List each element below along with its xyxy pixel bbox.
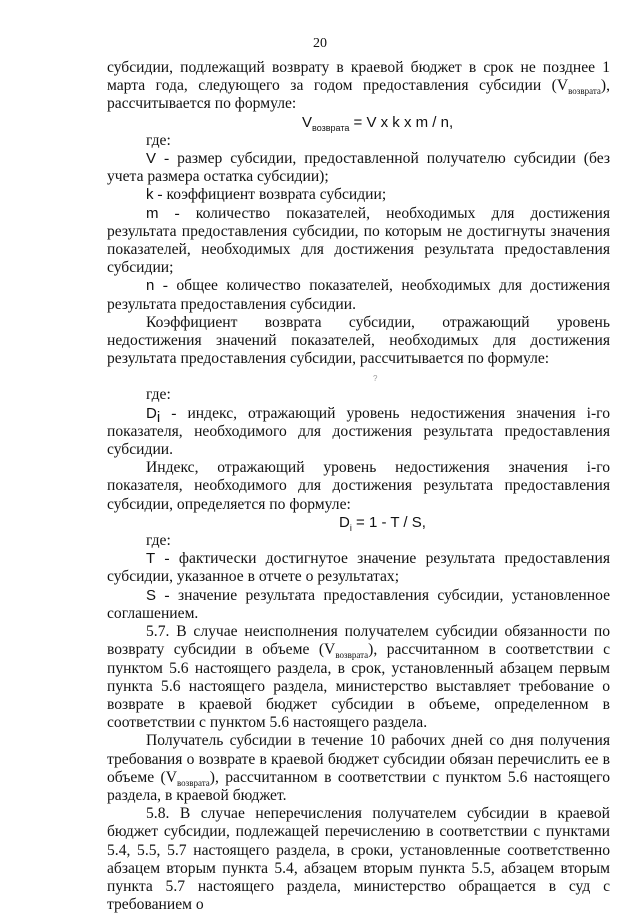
formula-return-volume: $V_{возврата} = V$ x k x m / n, — [302, 113, 454, 133]
paragraph-5-8: 5.8. В случае неперечисления получателем субсидии в краевой бюджет субсидии, подлежащей перечислению в соответствии с пунктами 5.4, 5.5, 5.7 настоящего раздела, в сроки, установленные соответственно абзацем вторым пункта 5.4, абзацем вторым пункта 5.5, абзацем вторым пункта 5.7 настоящего раздела, министерство обращается в суд с требованием о — [107, 805, 610, 914]
paragraph-return-amount: субсидии, подлежащий возврату в краевой бюджет в срок не позднее 1 марта года, следующего за годом предоставления субсидии $(V_{возврата})$, рассчитывается по формуле: — [107, 59, 610, 113]
document-body — [107, 59, 610, 914]
paragraph-5-7: 5.7. В случае неисполнения получателем субсидии обязанности по возврату субсидии в объеме $(V_{возврата})$, рассчитанном в соответствии с пунктом 5.6 настоящего раздела, в срок, установленный абзацем первым пункта 5.6 настоящего раздела, министерство выставляет требование о возврате в краевой бюджет субсидии в объеме, определенном в соответствии с пунктом 5.6 настоящего раздела. — [107, 623, 610, 732]
paragraph-coefficient: Коэффициент возврата субсидии, отражающий уровень недостижения значений показателей, необходимых для достижения результата предоставления субсидии, рассчитывается по формуле: — [107, 313, 610, 368]
formula-image-placeholder: ? — [373, 374, 378, 384]
definition-v: V - размер субсидии, предоставленной получателю субсидии (без учета размера остатка субсидии); — [107, 150, 610, 186]
where-label: где: — [146, 532, 171, 550]
paragraph-index: Индекс, отражающий уровень недостижения значения i-го показателя, необходимого для достижения результата предоставления субсидии, определяется по формуле: — [107, 459, 610, 513]
where-label: где: — [146, 386, 171, 404]
page-number: 20 — [313, 36, 327, 51]
definition-k: k - коэффициент возврата субсидии; — [146, 186, 387, 204]
definition-t: T - фактически достигнутое значение результата предоставления субсидии, указанное в отчете о результатах; — [107, 550, 610, 586]
definition-d: $D_i$ - индекс, отражающий уровень недостижения значения i-го показателя, необходимого для достижения результата предоставления субсидии. — [107, 404, 610, 459]
paragraph-recipient-return: Получатель субсидии в течение 10 рабочих дней со дня получения требования о возврате в краевой бюджет субсидии обязан перечислить ее в объеме $(V_{возврата})$, рассчитанном в соответствии с пунктом 5.6 настоящего раздела, в краевой бюджет. — [107, 732, 610, 804]
definition-m: m - количество показателей, необходимых для достижения результата предоставления субсидии, по которым не достигнуты значения показателей, необходимых для достижения результата предоставления субсидии; — [107, 204, 610, 277]
definition-n: n - общее количество показателей, необходимых для достижения результата предоставления субсидии. — [107, 277, 610, 313]
formula-index: $D_i = 1 - T / S$, — [339, 513, 426, 533]
definition-s: S - значение результата предоставления субсидии, установленное соглашением. — [107, 586, 610, 622]
where-label: где: — [146, 131, 171, 149]
